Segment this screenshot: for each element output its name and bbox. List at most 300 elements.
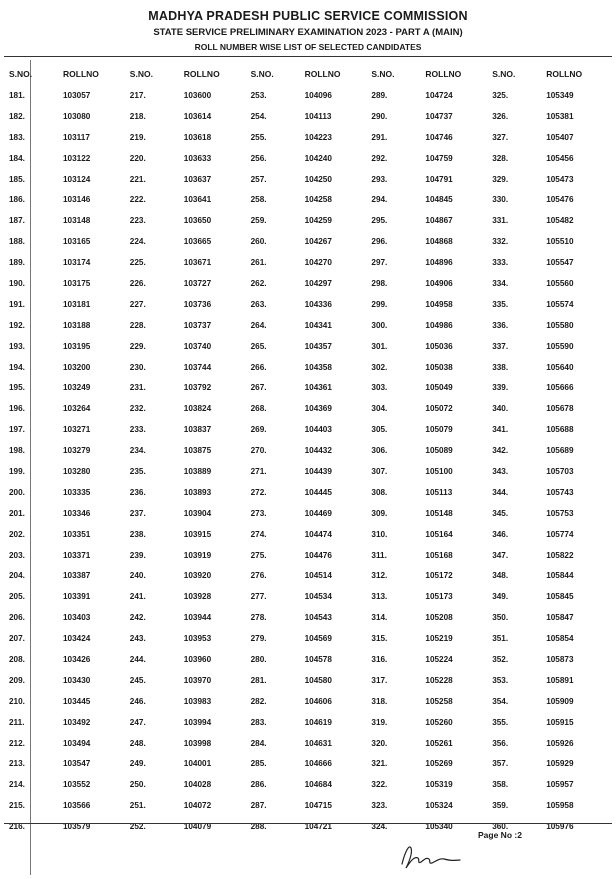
roll-number: 104445 (304, 487, 332, 497)
roll-number: 104369 (304, 404, 332, 414)
roll-number: 103424 (63, 634, 91, 644)
serial-number: 252. (129, 822, 146, 832)
roll-number: 104543 (304, 613, 332, 623)
table-row (4, 377, 608, 398)
table-row (4, 607, 608, 628)
serial-number: 288. (250, 822, 267, 832)
roll-number: 105482 (546, 216, 574, 226)
serial-number: 344. (492, 487, 509, 497)
roll-number: 103492 (63, 717, 91, 727)
serial-number: 281. (250, 675, 267, 685)
serial-number: 217. (129, 90, 146, 100)
roll-number: 103919 (183, 550, 212, 560)
serial-number: 354. (492, 696, 509, 706)
serial-number: 273. (250, 508, 267, 518)
roll-number: 104113 (304, 111, 332, 121)
roll-number: 105100 (425, 466, 453, 476)
signature-icon (396, 838, 466, 872)
serial-number: 275. (250, 550, 267, 560)
roll-number: 103174 (63, 258, 91, 268)
footer-rule (4, 823, 612, 824)
roll-number: 104270 (304, 258, 332, 268)
roll-number: 103727 (183, 278, 212, 288)
serial-number: 302. (371, 362, 388, 372)
serial-number: 298. (371, 278, 388, 288)
serial-number: 201. (9, 508, 25, 518)
serial-number: 279. (250, 634, 267, 644)
serial-number: 258. (250, 195, 267, 205)
roll-number: 105113 (425, 487, 453, 497)
serial-number: 194. (9, 362, 25, 372)
serial-number: 305. (371, 425, 388, 435)
serial-number: 277. (250, 592, 267, 602)
roll-number: 103430 (63, 675, 91, 685)
roll-number: 105822 (546, 550, 574, 560)
serial-number: 199. (9, 466, 25, 476)
serial-number: 334. (492, 278, 509, 288)
serial-number: 254. (250, 111, 267, 121)
roll-number: 103944 (183, 613, 212, 623)
table-row (4, 85, 608, 106)
serial-number: 266. (250, 362, 267, 372)
serial-number: 295. (371, 216, 388, 226)
serial-number: 337. (492, 341, 509, 351)
roll-number: 104358 (304, 362, 332, 372)
serial-number: 330. (492, 195, 509, 205)
roll-number: 105476 (546, 195, 574, 205)
serial-number: 200. (9, 487, 25, 497)
roll-number: 104715 (304, 801, 332, 811)
roll-number: 104240 (304, 153, 332, 163)
serial-number: 267. (250, 383, 267, 393)
serial-number: 197. (9, 425, 25, 435)
roll-number: 104439 (304, 466, 332, 476)
serial-number: 331. (492, 216, 509, 226)
table-row (4, 336, 608, 357)
serial-number: 310. (371, 529, 388, 539)
roll-number: 105219 (425, 634, 453, 644)
roll-number: 103600 (183, 90, 212, 100)
table-row (4, 294, 608, 315)
roll-number: 104868 (425, 237, 453, 247)
roll-number: 103175 (63, 278, 91, 288)
serial-number: 294. (371, 195, 388, 205)
roll-number: 105173 (425, 592, 453, 602)
serial-number: 220. (129, 153, 146, 163)
roll-number: 105689 (546, 446, 574, 456)
rollno-header: ROLLNO (63, 69, 99, 79)
serial-number: 322. (371, 780, 388, 790)
roll-number: 105774 (546, 529, 574, 539)
table-row (4, 733, 608, 754)
roll-number: 103080 (63, 111, 91, 121)
serial-number: 360. (492, 822, 509, 832)
serial-number: 227. (129, 299, 146, 309)
serial-number: 319. (371, 717, 388, 727)
roll-number: 103893 (183, 487, 212, 497)
serial-number: 223. (129, 216, 146, 226)
roll-number: 104469 (304, 508, 332, 518)
roll-number: 105560 (546, 278, 574, 288)
serial-number: 332. (492, 237, 509, 247)
serial-number: 183. (9, 132, 25, 142)
roll-number: 103998 (183, 738, 212, 748)
roll-number: 103391 (63, 592, 91, 602)
roll-number: 104341 (304, 320, 332, 330)
roll-number: 105049 (425, 383, 453, 393)
roll-number: 103614 (183, 111, 212, 121)
table-row (4, 210, 608, 231)
serial-number: 289. (371, 90, 388, 100)
serial-number: 326. (492, 111, 509, 121)
roll-number: 103547 (63, 759, 91, 769)
roll-number: 105456 (546, 153, 574, 163)
serial-number: 297. (371, 258, 388, 268)
roll-number: 103618 (183, 132, 212, 142)
serial-number: 261. (250, 258, 267, 268)
serial-number: 274. (250, 529, 267, 539)
rollno-header: ROLLNO (304, 69, 341, 79)
roll-number: 103346 (63, 508, 91, 518)
exam-title: STATE SERVICE PRELIMINARY EXAMINATION 2023 - PART A (MAIN) (153, 27, 463, 38)
roll-number: 103181 (63, 299, 91, 309)
roll-number: 104724 (425, 90, 453, 100)
roll-number: 103904 (183, 508, 212, 518)
roll-number: 104721 (304, 822, 332, 832)
serial-number: 338. (492, 362, 509, 372)
serial-number: 320. (371, 738, 388, 748)
roll-number: 103165 (63, 237, 91, 247)
serial-number: 280. (250, 654, 267, 664)
roll-number: 104258 (304, 195, 332, 205)
roll-number: 103920 (183, 571, 212, 581)
serial-number: 285. (250, 759, 267, 769)
serial-number: 263. (250, 299, 267, 309)
roll-number: 105340 (425, 822, 453, 832)
roll-number: 103124 (63, 174, 91, 184)
serial-number: 187. (9, 216, 25, 226)
table-row (4, 628, 608, 649)
serial-number: 192. (9, 320, 25, 330)
serial-number: 221. (129, 174, 146, 184)
serial-number: 356. (492, 738, 509, 748)
table-row (4, 795, 608, 816)
serial-number: 222. (129, 195, 146, 205)
serial-number: 241. (129, 592, 146, 602)
serial-number: 272. (250, 487, 267, 497)
table-row (4, 649, 608, 670)
roll-number: 104357 (304, 341, 332, 351)
roll-number: 104791 (425, 174, 453, 184)
roll-number: 103983 (183, 696, 212, 706)
table-row (4, 545, 608, 566)
serial-number: 342. (492, 446, 509, 456)
roll-number: 105926 (546, 738, 574, 748)
serial-number: 218. (129, 111, 146, 121)
serial-number: 248. (129, 738, 146, 748)
serial-number: 257. (250, 174, 267, 184)
roll-number: 105224 (425, 654, 453, 664)
roll-number: 103579 (63, 822, 91, 832)
serial-number: 210. (9, 696, 25, 706)
table-row (4, 419, 608, 440)
serial-number: 253. (250, 90, 267, 100)
roll-number: 103792 (183, 383, 212, 393)
roll-number: 105753 (546, 508, 574, 518)
roll-number: 104606 (304, 696, 332, 706)
serial-number: 307. (371, 466, 388, 476)
serial-number: 303. (371, 383, 388, 393)
table-row (4, 189, 608, 210)
table-row (4, 357, 608, 378)
serial-number: 353. (492, 675, 509, 685)
roll-number: 105258 (425, 696, 453, 706)
roll-number: 103057 (63, 90, 91, 100)
serial-number: 191. (9, 299, 25, 309)
serial-number: 270. (250, 446, 267, 456)
roll-number: 103200 (63, 362, 91, 372)
roll-number: 103928 (183, 592, 212, 602)
roll-number: 104223 (304, 132, 332, 142)
table-row (4, 524, 608, 545)
serial-number: 325. (492, 90, 509, 100)
roll-number: 103445 (63, 696, 91, 706)
roll-number: 103146 (63, 195, 91, 205)
roll-number: 105678 (546, 404, 574, 414)
serial-number: 182. (9, 111, 25, 121)
serial-number: 231. (129, 383, 146, 393)
sno-header: S.NO. (492, 69, 516, 79)
roll-number: 104476 (304, 550, 332, 560)
roll-number: 104072 (183, 801, 212, 811)
serial-number: 355. (492, 717, 509, 727)
serial-number: 346. (492, 529, 509, 539)
serial-number: 318. (371, 696, 388, 706)
roll-number: 105854 (546, 634, 574, 644)
roll-number: 104958 (425, 299, 453, 309)
serial-number: 315. (371, 634, 388, 644)
roll-number: 103637 (183, 174, 212, 184)
roll-number: 104514 (304, 571, 332, 581)
table-row (4, 127, 608, 148)
roll-number: 105036 (425, 341, 453, 351)
table-row (4, 315, 608, 336)
serial-number: 300. (371, 320, 388, 330)
serial-number: 216. (9, 822, 25, 832)
serial-number: 233. (129, 425, 146, 435)
serial-number: 358. (492, 780, 509, 790)
serial-number: 195. (9, 383, 25, 393)
roll-number: 105168 (425, 550, 453, 560)
roll-number: 105666 (546, 383, 574, 393)
roll-number: 105319 (425, 780, 453, 790)
serial-number: 251. (129, 801, 146, 811)
serial-number: 206. (9, 613, 25, 623)
roll-number: 104906 (425, 278, 453, 288)
serial-number: 309. (371, 508, 388, 518)
serial-number: 196. (9, 404, 25, 414)
table-row (4, 461, 608, 482)
roll-number: 105079 (425, 425, 453, 435)
roll-number: 103641 (183, 195, 212, 205)
roll-number: 105269 (425, 759, 453, 769)
sno-header: S.NO. (371, 69, 395, 79)
serial-number: 296. (371, 237, 388, 247)
serial-number: 350. (492, 613, 509, 623)
serial-number: 340. (492, 404, 509, 414)
candidates-table (4, 63, 608, 837)
roll-number: 104580 (304, 675, 332, 685)
roll-number: 103875 (183, 446, 212, 456)
serial-number: 229. (129, 341, 146, 351)
roll-number: 105915 (546, 717, 574, 727)
roll-number: 103279 (63, 446, 91, 456)
serial-number: 243. (129, 634, 146, 644)
serial-number: 249. (129, 759, 146, 769)
roll-number: 104619 (304, 717, 332, 727)
roll-number: 103566 (63, 801, 91, 811)
serial-number: 198. (9, 446, 25, 456)
list-subtitle: ROLL NUMBER WISE LIST OF SELECTED CANDIDATES (194, 42, 422, 52)
table-row (4, 273, 608, 294)
serial-number: 215. (9, 801, 25, 811)
roll-number: 105260 (425, 717, 453, 727)
serial-number: 293. (371, 174, 388, 184)
serial-number: 324. (371, 822, 388, 832)
roll-number: 103271 (63, 425, 91, 435)
serial-number: 209. (9, 675, 25, 685)
serial-number: 352. (492, 654, 509, 664)
serial-number: 213. (9, 759, 25, 769)
serial-number: 341. (492, 425, 509, 435)
serial-number: 349. (492, 592, 509, 602)
serial-number: 204. (9, 571, 25, 581)
roll-number: 104986 (425, 320, 453, 330)
table-row (4, 148, 608, 169)
roll-number: 105688 (546, 425, 574, 435)
serial-number: 278. (250, 613, 267, 623)
serial-number: 225. (129, 258, 146, 268)
serial-number: 292. (371, 153, 388, 163)
roll-number: 105743 (546, 487, 574, 497)
roll-number: 105847 (546, 613, 574, 623)
serial-number: 335. (492, 299, 509, 309)
serial-number: 336. (492, 320, 509, 330)
table-header-row (4, 63, 608, 85)
roll-number: 103994 (183, 717, 212, 727)
roll-number: 103744 (183, 362, 212, 372)
serial-number: 265. (250, 341, 267, 351)
serial-number: 228. (129, 320, 146, 330)
roll-number: 103188 (63, 320, 91, 330)
roll-number: 103953 (183, 634, 212, 644)
serial-number: 348. (492, 571, 509, 581)
table-row (4, 670, 608, 691)
roll-number: 105958 (546, 801, 574, 811)
serial-number: 287. (250, 801, 267, 811)
serial-number: 311. (371, 550, 387, 560)
roll-number: 103403 (63, 613, 91, 623)
serial-number: 186. (9, 195, 25, 205)
serial-number: 202. (9, 529, 25, 539)
roll-number: 104684 (304, 780, 332, 790)
serial-number: 269. (250, 425, 267, 435)
roll-number: 104001 (183, 759, 212, 769)
serial-number: 238. (129, 529, 146, 539)
table-row (4, 169, 608, 190)
serial-number: 245. (129, 675, 146, 685)
serial-number: 333. (492, 258, 509, 268)
serial-number: 357. (492, 759, 509, 769)
roll-number: 103280 (63, 466, 91, 476)
roll-number: 103650 (183, 216, 212, 226)
serial-number: 323. (371, 801, 388, 811)
serial-number: 190. (9, 278, 25, 288)
roll-number: 103889 (183, 466, 212, 476)
serial-number: 313. (371, 592, 388, 602)
serial-number: 181. (9, 90, 25, 100)
rollno-header: ROLLNO (425, 69, 462, 79)
serial-number: 301. (371, 341, 388, 351)
serial-number: 239. (129, 550, 146, 560)
serial-number: 359. (492, 801, 509, 811)
serial-number: 203. (9, 550, 25, 560)
serial-number: 312. (371, 571, 388, 581)
roll-number: 104297 (304, 278, 332, 288)
roll-number: 103264 (63, 404, 91, 414)
serial-number: 304. (371, 404, 388, 414)
roll-number: 105381 (546, 111, 574, 121)
roll-number: 105844 (546, 571, 574, 581)
roll-number: 105349 (546, 90, 574, 100)
table-row (4, 774, 608, 795)
roll-number: 103665 (183, 237, 212, 247)
roll-number: 105909 (546, 696, 574, 706)
roll-number: 103552 (63, 780, 91, 790)
roll-number: 105873 (546, 654, 574, 664)
serial-number: 351. (492, 634, 509, 644)
serial-number: 226. (129, 278, 146, 288)
roll-number: 105089 (425, 446, 453, 456)
roll-number: 104361 (304, 383, 332, 393)
serial-number: 317. (371, 675, 388, 685)
serial-number: 235. (129, 466, 146, 476)
serial-number: 236. (129, 487, 146, 497)
roll-number: 105957 (546, 780, 574, 790)
roll-number: 105703 (546, 466, 574, 476)
serial-number: 264. (250, 320, 267, 330)
roll-number: 105228 (425, 675, 453, 685)
header-rule (4, 56, 612, 57)
serial-number: 255. (250, 132, 267, 142)
roll-number: 105172 (425, 571, 453, 581)
serial-number: 205. (9, 592, 25, 602)
roll-number: 103148 (63, 216, 91, 226)
roll-number: 104534 (304, 592, 332, 602)
table-row (4, 754, 608, 775)
roll-number: 103824 (183, 404, 212, 414)
table-row (4, 398, 608, 419)
table-body (4, 85, 608, 837)
roll-number: 105640 (546, 362, 574, 372)
roll-number: 103335 (63, 487, 91, 497)
roll-number: 105164 (425, 529, 453, 539)
serial-number: 276. (250, 571, 267, 581)
roll-number: 103915 (183, 529, 212, 539)
roll-number: 105580 (546, 320, 574, 330)
roll-number: 104267 (304, 237, 332, 247)
sno-header: S.NO. (9, 69, 33, 79)
